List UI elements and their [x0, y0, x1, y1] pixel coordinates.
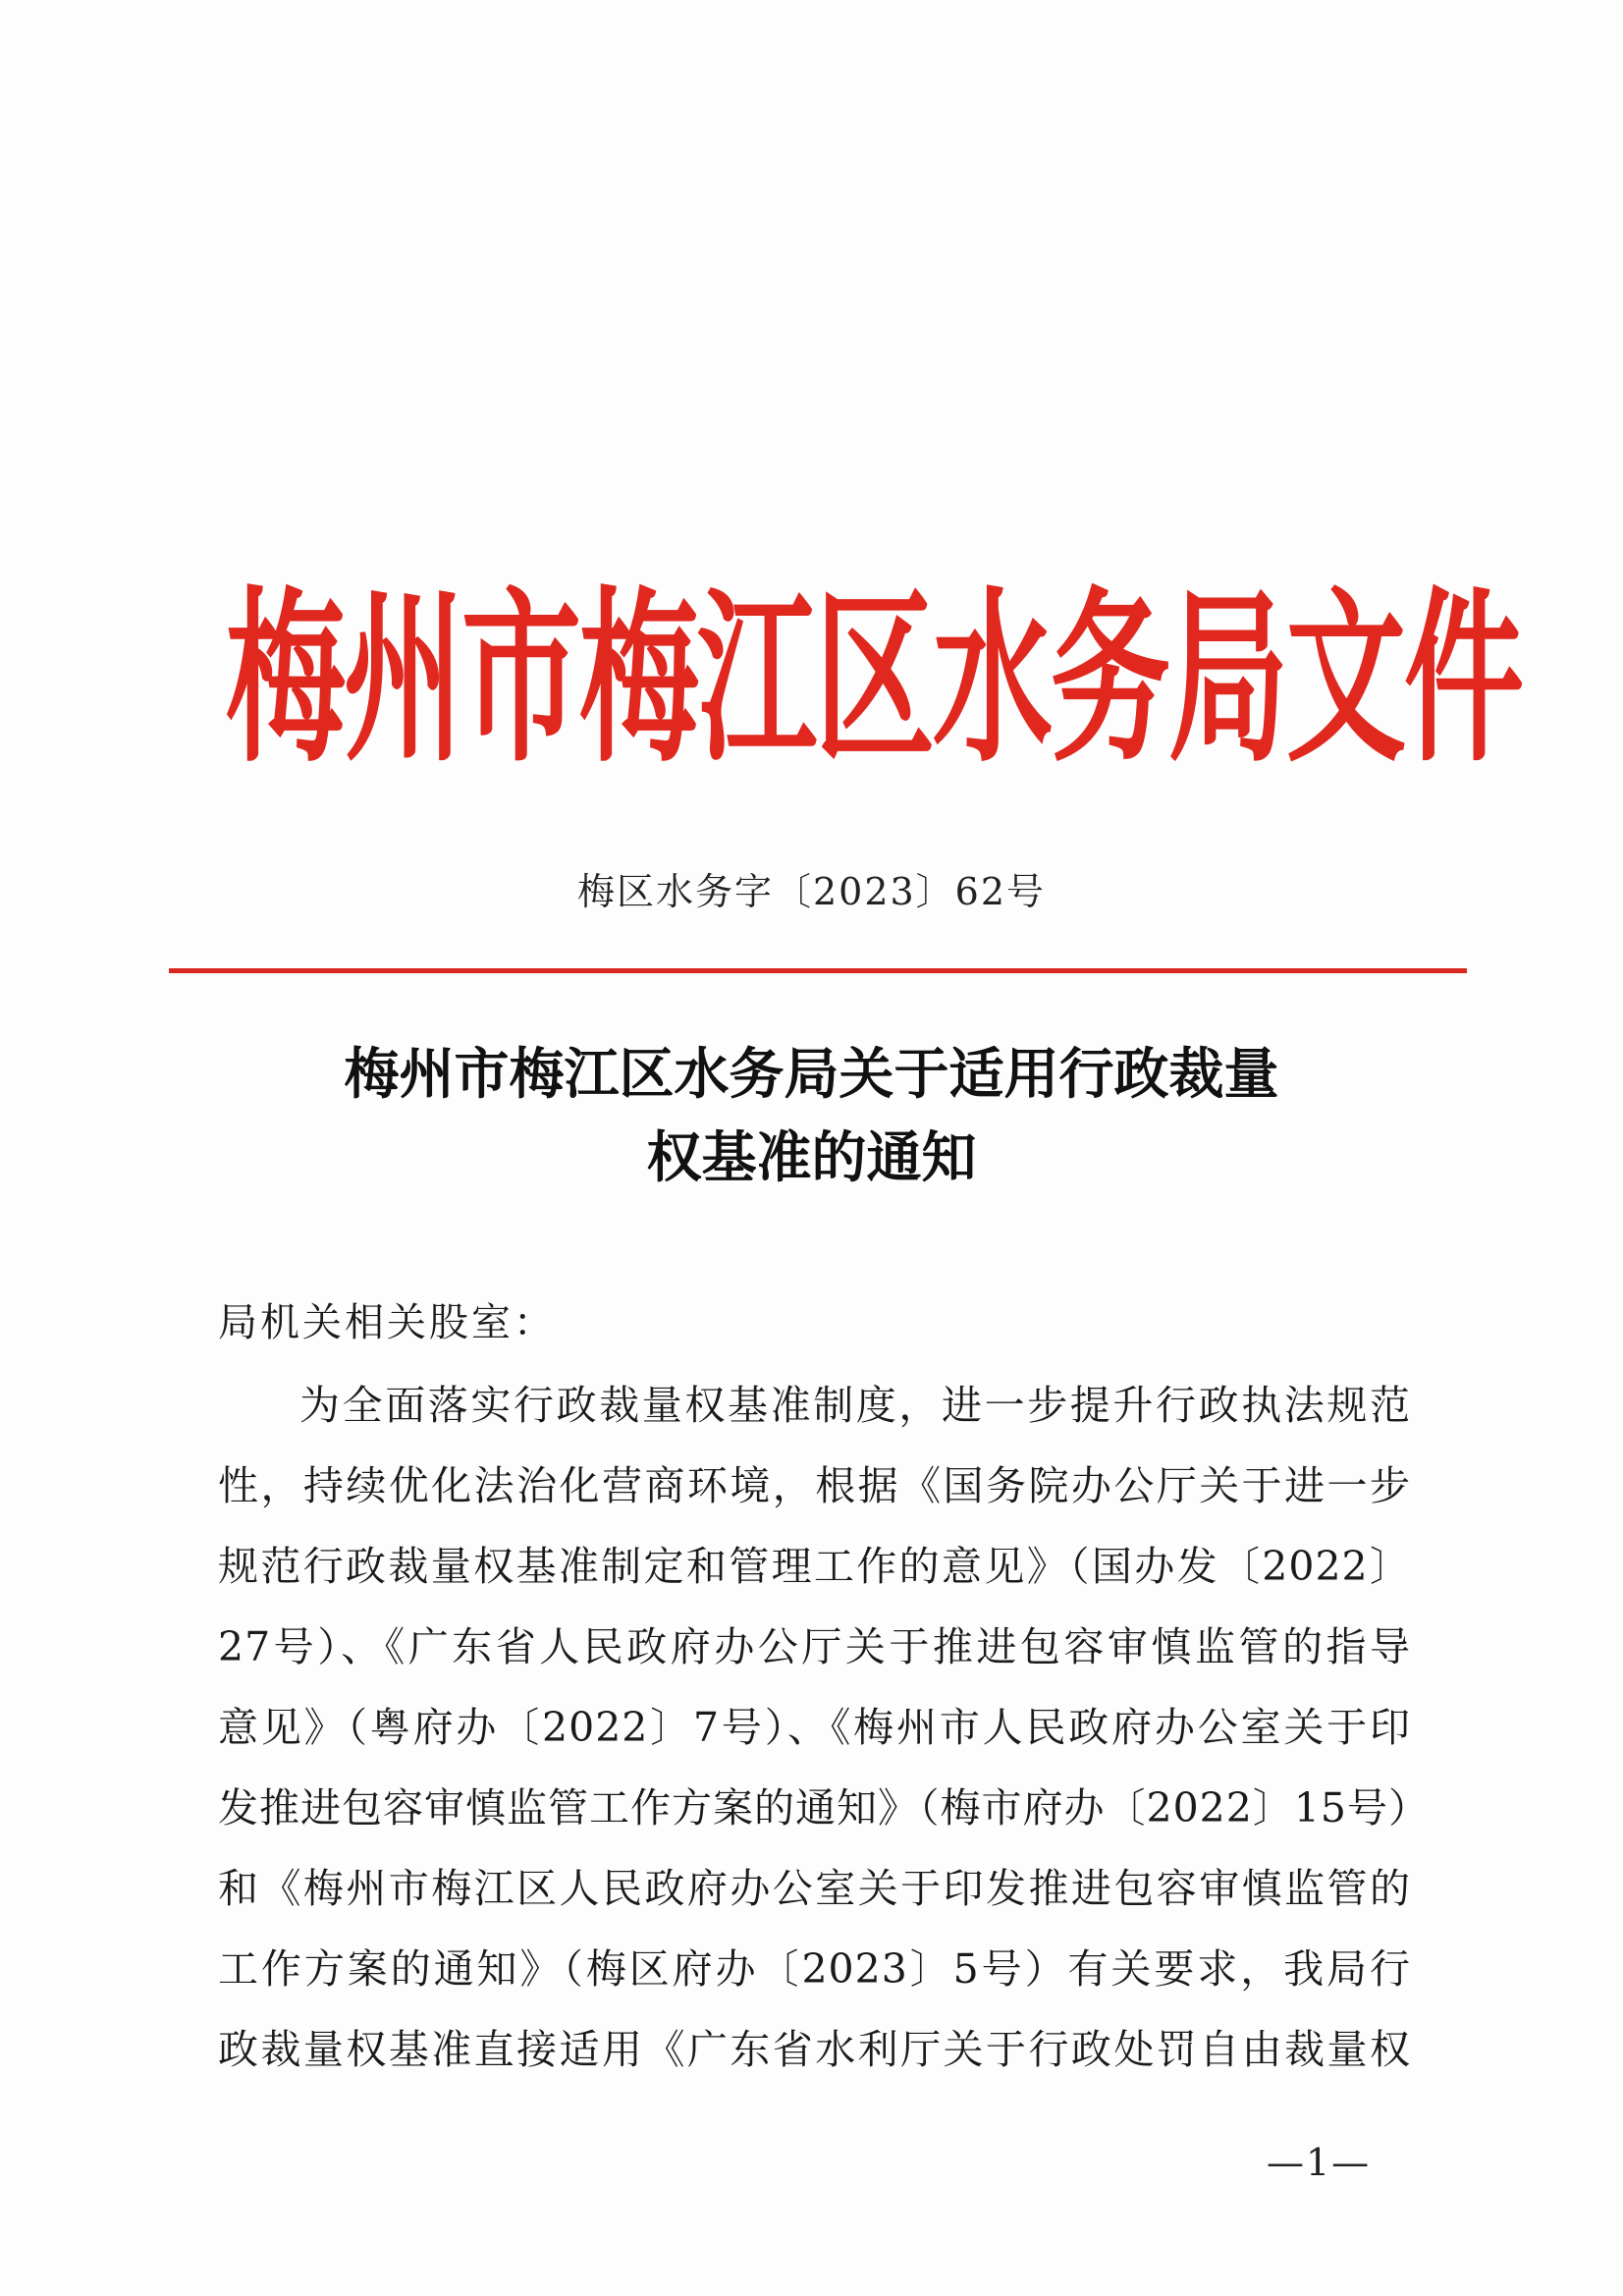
body-line-8: 工作方案的通知》（梅区府办〔2023〕5号）有关要求，我局行: [218, 1945, 1411, 1993]
body-line-1: 为全面落实行政裁量权基准制度，进一步提升行政执法规范: [299, 1382, 1411, 1429]
body-line-2: 性，持续优化法治化营商环境，根据《国务院办公厅关于进一步: [218, 1462, 1411, 1509]
page-number: —1—: [1267, 2141, 1372, 2184]
body-line-7: 和《梅州市梅江区人民政府办公室关于印发推进包容审慎监管的: [218, 1865, 1411, 1912]
red-separator-line: [169, 968, 1467, 973]
document-number: 梅区水务字〔2023〕62号: [576, 870, 1047, 913]
body-line-5: 意见》（粤府办〔2022〕7号）、《梅州市人民政府办公室关于印: [218, 1704, 1411, 1751]
notice-title-line-1: 梅州市梅江区水务局关于适用行政裁量: [344, 1042, 1279, 1107]
body-line-6: 发推进包容审慎监管工作方案的通知》（梅市府办〔2022〕15号）: [218, 1784, 1431, 1831]
body-line-3: 规范行政裁量权基准制定和管理工作的意见》（国办发〔2022〕: [218, 1543, 1411, 1590]
salutation: 局机关相关股室：: [218, 1300, 556, 1345]
masthead-title: 梅州市梅江区水务局文件: [226, 568, 1522, 788]
body-line-4: 27号）、《广东省人民政府办公厅关于推进包容审慎监管的指导: [218, 1623, 1411, 1670]
body-line-9: 政裁量权基准直接适用《广东省水利厅关于行政处罚自由裁量权: [218, 2026, 1411, 2073]
notice-title-line-2: 权基准的通知: [646, 1125, 977, 1190]
